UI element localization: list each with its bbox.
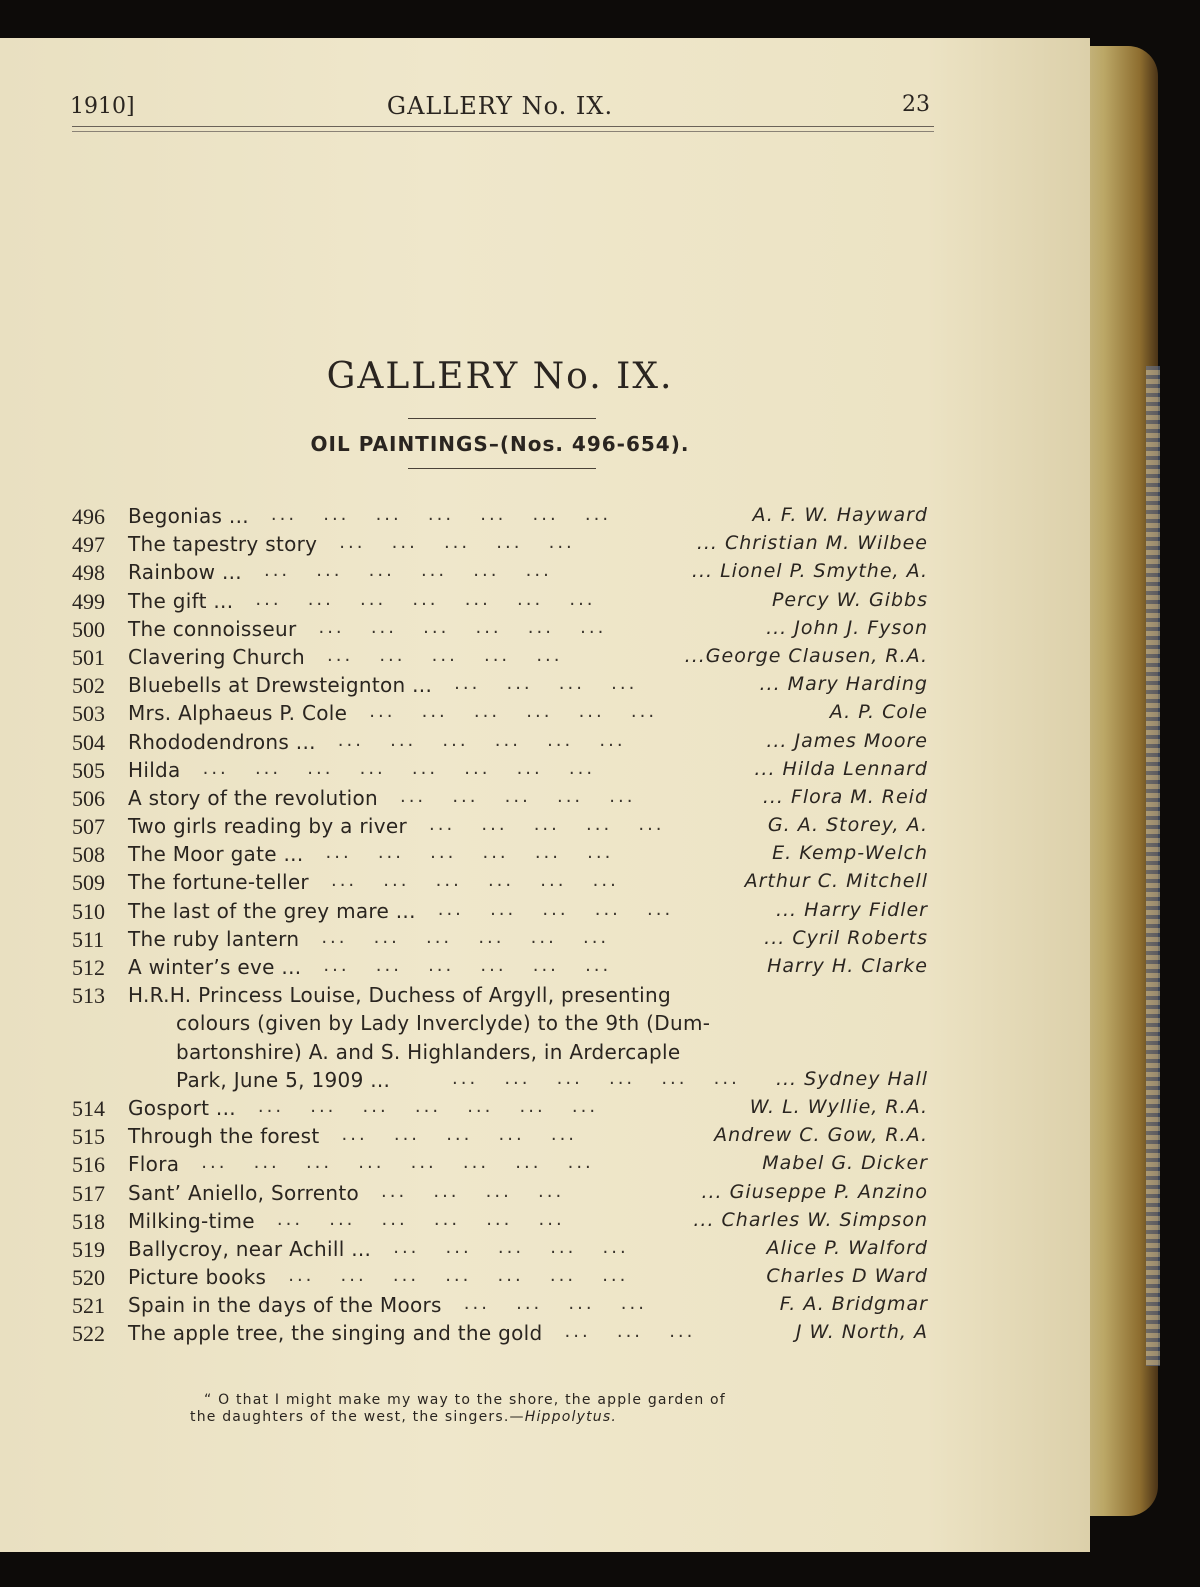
entry-title: Clavering Church <box>128 644 305 669</box>
entry-number: 508 <box>72 842 105 868</box>
entry-number: 511 <box>72 926 105 952</box>
entry-title: A winter’s eve ... <box>128 955 302 979</box>
header-rule-second <box>72 131 934 132</box>
artist-name: Harry H. Clarke <box>767 955 928 977</box>
catalogue-entry <box>72 1319 940 1347</box>
leader-dots: ... ... ... ... ... <box>437 898 674 920</box>
artist-name: ... Mary Harding <box>759 673 928 696</box>
leader-dots: ... ... ... ... ... ... ... <box>257 1095 599 1117</box>
entry-title: The fortune-teller <box>128 870 309 895</box>
entry-continuation <box>72 1009 940 1037</box>
catalogue-entry <box>72 587 940 615</box>
leader-dots: ... ... ... ... ... ... <box>323 955 612 976</box>
entry-number: 503 <box>72 701 105 727</box>
artist-name: Percy W. Gibbs <box>771 588 928 611</box>
entry-title: Hilda <box>128 757 181 782</box>
entry-number: 513 <box>72 983 105 1009</box>
leader-dots: ... ... ... ... ... ... <box>321 926 610 948</box>
entry-number: 505 <box>72 757 105 783</box>
leader-dots: ... ... ... ... ... ... ... <box>288 1265 629 1287</box>
catalogue-entry <box>72 925 940 953</box>
title-rule-bottom <box>408 468 596 469</box>
leader-dots: ... ... ... ... ... ... <box>452 1067 740 1089</box>
artist-name: ... Flora M. Reid <box>762 785 928 808</box>
entry-title: The last of the grey mare ... <box>128 898 416 923</box>
entry-title-line: colours (given by Lady Inverclyde) to the 9th (Dum- <box>176 1011 711 1036</box>
running-header <box>70 88 930 128</box>
catalogue-entry <box>72 530 940 558</box>
catalogue-entries <box>72 502 940 1348</box>
leader-dots: ... ... ... ... ... <box>327 644 563 666</box>
entry-title: A story of the revolution <box>128 785 378 810</box>
leader-dots: ... ... ... ... ... ... <box>369 701 658 723</box>
page-number: 23 <box>902 92 930 117</box>
entry-number: 520 <box>72 1265 105 1291</box>
leader-dots: ... ... ... ... <box>463 1293 647 1315</box>
leader-dots: ... ... ... ... ... ... <box>330 870 619 892</box>
entry-number: 501 <box>72 644 105 670</box>
catalogue-entry <box>72 784 940 812</box>
entry-number: 518 <box>72 1208 105 1234</box>
entry-title: Two girls reading by a river <box>128 814 408 839</box>
catalogue-entry <box>72 1179 940 1207</box>
entry-continuation <box>72 1038 940 1066</box>
artist-name: ... Sydney Hall <box>775 1067 928 1090</box>
catalogue-entry <box>72 699 940 727</box>
artist-name: E. Kemp-Welch <box>772 842 928 865</box>
entry-number: 522 <box>72 1321 105 1347</box>
catalogue-entry <box>72 1291 940 1319</box>
artist-name: ... Christian M. Wilbee <box>696 532 928 555</box>
entry-number: 496 <box>72 504 105 529</box>
leader-dots: ... ... ... ... ... <box>341 1124 578 1146</box>
catalogue-entry <box>72 1207 940 1235</box>
artist-name: ... Giuseppe P. Anzino <box>701 1180 928 1203</box>
catalogue-entry <box>72 1150 940 1178</box>
entry-title: Rainbow ... <box>128 560 242 585</box>
catalogue-entry <box>72 1263 940 1291</box>
entry-number: 510 <box>72 898 105 924</box>
entry-title: The tapestry story <box>128 532 318 557</box>
entry-number: 521 <box>72 1293 105 1319</box>
entry-number: 517 <box>72 1180 105 1206</box>
catalogue-entry <box>72 671 940 699</box>
entry-number: 514 <box>72 1095 105 1121</box>
entry-number: 519 <box>72 1236 105 1262</box>
entry-title: The gift ... <box>128 588 234 613</box>
entry-title: Spain in the days of the Moors <box>128 1293 442 1318</box>
quote-line-2: the daughters of the west, the singers.— <box>190 1409 525 1425</box>
artist-name: ... Harry Fidler <box>775 898 928 921</box>
catalogue-entry <box>72 897 940 925</box>
catalogue-entry <box>72 1094 940 1122</box>
leader-dots: ... ... ... ... ... ... <box>325 842 614 864</box>
entry-title: Rhododendrons ... <box>128 729 316 754</box>
leader-dots: ... ... ... <box>564 1321 696 1343</box>
leader-dots: ... ... ... ... ... <box>393 1236 629 1258</box>
section-subtitle: OIL PAINTINGS–(Nos. 496-654). <box>310 432 690 456</box>
leader-dots: ... ... ... ... ... ... <box>337 729 626 751</box>
entry-list-b <box>72 1094 940 1348</box>
catalogue-entry <box>72 1122 940 1150</box>
quote-line-1: “ O that I might make my way to the shore, the apple garden of <box>204 1392 726 1408</box>
leader-dots: ... ... ... ... ... <box>399 785 636 807</box>
artist-name: ...George Clausen, R.A. <box>684 644 928 667</box>
artist-name: A. F. W. Hayward <box>752 504 928 526</box>
artist-name: Andrew C. Gow, R.A. <box>714 1124 928 1147</box>
entry-title: The connoisseur <box>128 616 297 641</box>
leader-dots: ... ... ... ... ... <box>339 532 575 554</box>
entry-title: Mrs. Alphaeus P. Cole <box>128 701 348 726</box>
epigraph-quote <box>190 1392 830 1426</box>
artist-name: ... James Moore <box>766 729 928 752</box>
artist-name: A. P. Cole <box>829 701 928 724</box>
artist-name: ... Cyril Roberts <box>764 926 928 949</box>
entry-title: Through the forest <box>128 1124 320 1149</box>
entry-title: Begonias ... <box>128 504 249 528</box>
artist-name: Alice P. Walford <box>766 1236 928 1259</box>
artist-name: ... Charles W. Simpson <box>693 1208 928 1231</box>
entry-title-line: H.R.H. Princess Louise, Duchess of Argyll, presenting <box>128 983 671 1008</box>
entry-number: 515 <box>72 1124 105 1150</box>
entry-title: Ballycroy, near Achill ... <box>128 1236 372 1261</box>
header-title: GALLERY No. IX. <box>386 92 614 120</box>
entry-number: 504 <box>72 729 105 755</box>
artist-name: W. L. Wyllie, R.A. <box>749 1095 928 1118</box>
entry-title: Sant’ Aniello, Sorrento <box>128 1180 360 1205</box>
entry-number: 498 <box>72 560 105 586</box>
artist-name: Arthur C. Mitchell <box>744 870 928 893</box>
catalogue-entry <box>72 868 940 896</box>
entry-title-line: bartonshire) A. and S. Highlanders, in Ardercaple <box>176 1039 681 1064</box>
entry-number: 509 <box>72 870 105 896</box>
entry-continuation <box>72 1066 940 1094</box>
leader-dots: ... ... ... ... ... <box>429 814 665 836</box>
catalogue-entry <box>72 953 940 981</box>
entry-title: Picture books <box>128 1265 267 1290</box>
catalogue-entry <box>72 840 940 868</box>
artist-name: G. A. Storey, A. <box>767 814 928 837</box>
entry-number: 512 <box>72 955 105 980</box>
entry-title: Flora <box>128 1152 180 1177</box>
entry-title: Gosport ... <box>128 1095 236 1120</box>
header-year: 1910] <box>70 94 135 119</box>
catalogue-entry <box>72 643 940 671</box>
entry-list-a <box>72 502 940 981</box>
catalogue-entry <box>72 728 940 756</box>
entry-number: 506 <box>72 785 105 811</box>
leader-dots: ... ... ... ... <box>454 673 638 695</box>
catalogue-entry <box>72 756 940 784</box>
catalogue-entry <box>72 1235 940 1263</box>
leader-dots: ... ... ... ... ... ... <box>318 616 607 638</box>
quote-source: Hippolytus. <box>524 1409 617 1425</box>
entry-number: 497 <box>72 532 105 558</box>
catalogue-entry <box>72 502 940 530</box>
catalogue-entry <box>72 812 940 840</box>
leader-dots: ... ... ... ... ... ... ... <box>270 504 612 525</box>
artist-name: ... Lionel P. Smythe, A. <box>691 560 928 583</box>
leader-dots: ... ... ... ... ... ... <box>276 1208 565 1230</box>
artist-name: F. A. Bridgmar <box>779 1293 928 1316</box>
entry-title-line: Park, June 5, 1909 ... <box>176 1067 391 1092</box>
title-rule-top <box>408 418 596 419</box>
leader-dots: ... ... ... ... ... ... ... ... <box>201 1152 594 1174</box>
entry-number: 500 <box>72 616 105 642</box>
entry-number: 516 <box>72 1152 105 1178</box>
leader-dots: ... ... ... ... ... ... <box>263 560 552 582</box>
entry-title: The Moor gate ... <box>128 842 304 867</box>
entry-number: 502 <box>72 673 105 699</box>
entry-title: Bluebells at Drewsteignton ... <box>128 673 433 698</box>
entry-title: Milking-time <box>128 1208 255 1233</box>
artist-name: ... Hilda Lennard <box>754 757 928 780</box>
catalogue-entry <box>72 615 940 643</box>
entry-title: The apple tree, the singing and the gold <box>128 1321 543 1346</box>
catalogue-page <box>0 38 1090 1552</box>
artist-name: J W. North, A <box>795 1321 928 1344</box>
leader-dots: ... ... ... ... ... ... ... <box>255 588 596 610</box>
gallery-title: GALLERY No. IX. <box>326 356 674 397</box>
artist-name: Mabel G. Dicker <box>762 1152 928 1175</box>
leader-dots: ... ... ... ... <box>381 1180 565 1202</box>
catalogue-entry <box>72 981 940 1009</box>
entry-number: 507 <box>72 814 105 840</box>
catalogue-entry <box>72 558 940 586</box>
entry-number: 499 <box>72 588 105 614</box>
artist-name: Charles D Ward <box>766 1265 928 1288</box>
artist-name: ... John J. Fyson <box>766 616 928 639</box>
entry-title: The ruby lantern <box>128 926 300 951</box>
header-rule <box>72 126 934 127</box>
leader-dots: ... ... ... ... ... ... ... ... <box>202 757 596 779</box>
